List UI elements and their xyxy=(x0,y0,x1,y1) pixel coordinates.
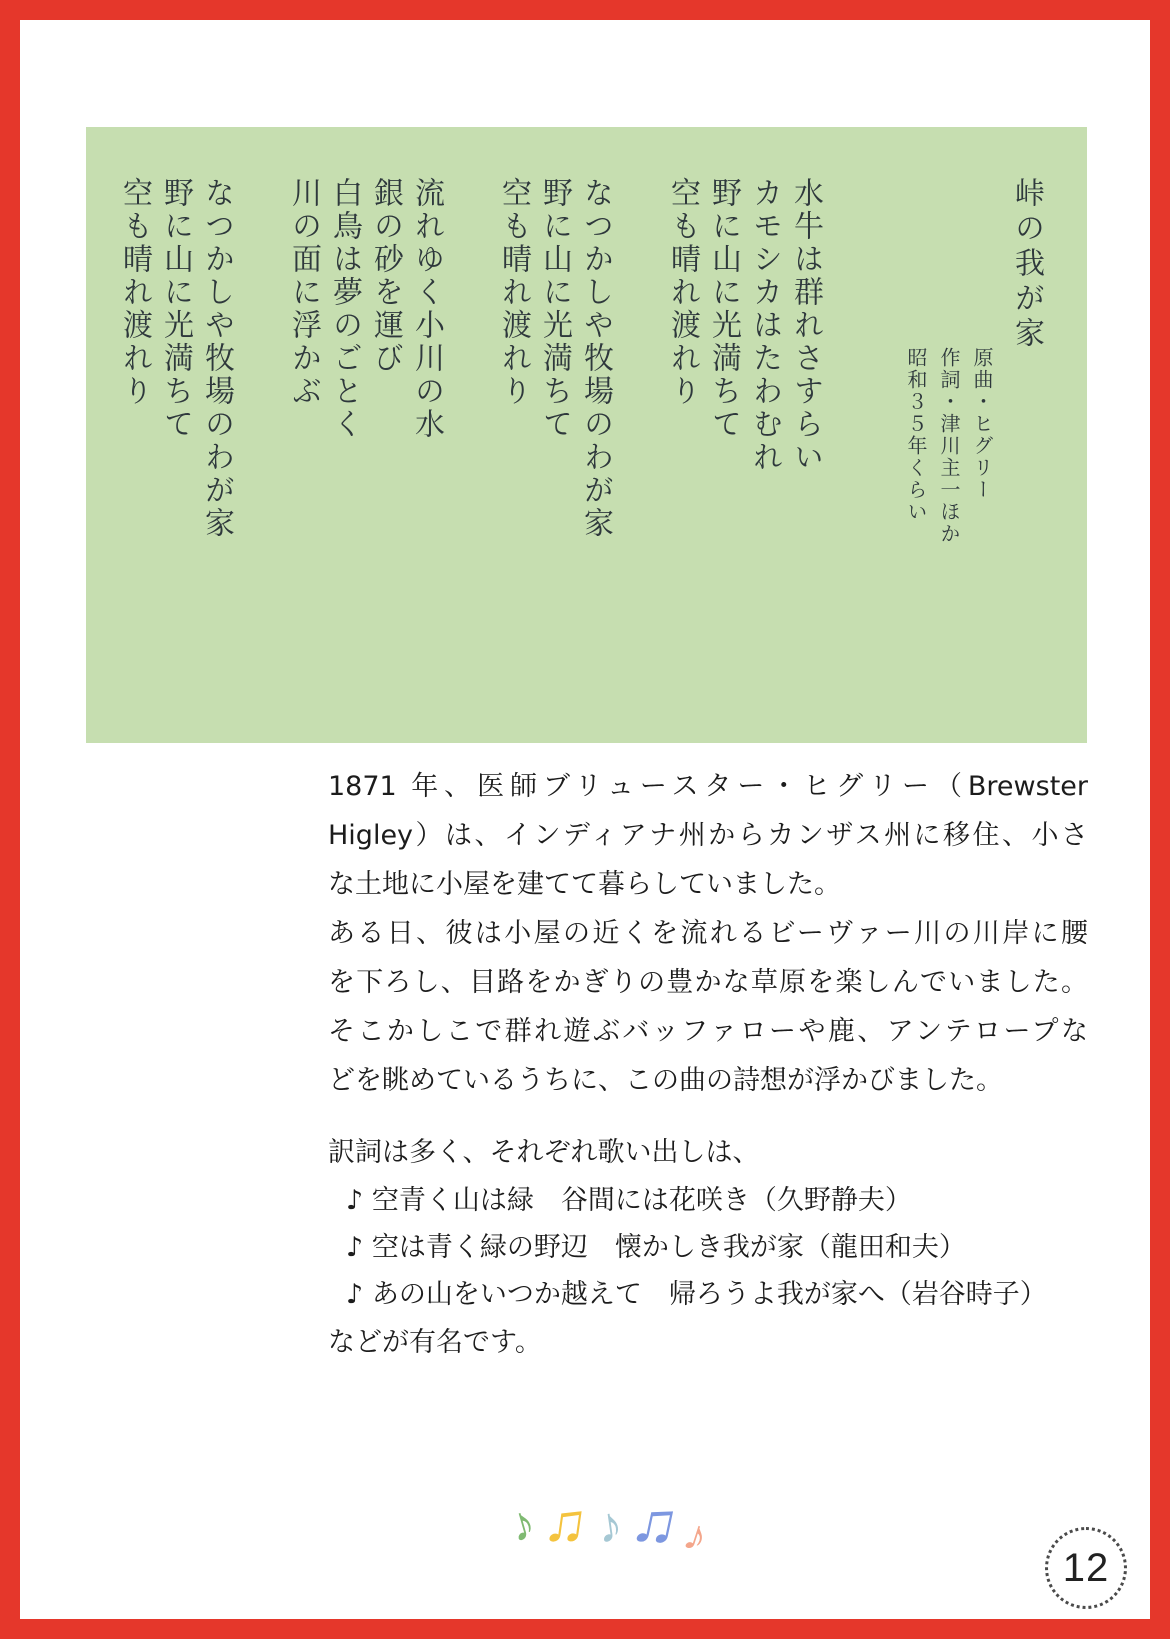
lyric-line: なつかしや牧場のわが家 xyxy=(200,177,233,540)
eighth-note-icon: ♪ xyxy=(677,1509,714,1563)
paragraph-line: どを眺めているうちに、この曲の詩想が浮かびました。 xyxy=(328,1065,1003,1096)
title-group xyxy=(898,177,1047,715)
lyric-line: 野に山に光満ちて xyxy=(707,177,740,441)
lyric-line: 野に山に光満ちて xyxy=(538,177,571,441)
music-notes-decoration xyxy=(430,1478,790,1568)
page-number: 12 xyxy=(1062,1545,1110,1590)
verse-2 xyxy=(283,177,447,715)
song-title: 峠の我が家 xyxy=(1010,177,1043,352)
lyrics-panel xyxy=(86,127,1087,743)
lyrics-vertical-text xyxy=(86,127,1087,743)
paragraph-line: を下ろし、目路をかぎりの豊かな草原を楽しんでいました。 xyxy=(328,967,1088,998)
lyric-line: 川の面に浮かぶ xyxy=(287,177,320,408)
eighth-note-icon: ♪ xyxy=(503,1495,541,1554)
paragraph-line: 1871 年、医師ブリュースター・ヒグリー（Brewster xyxy=(328,771,1088,802)
lyric-line: 空も晴れ渡れり xyxy=(118,177,151,408)
paragraph-line: そこかしこで群れ遊ぶバッファローや鹿、アンテロープな xyxy=(328,1016,1088,1047)
paragraph-line: な土地に小屋を建てて暮らしていました。 xyxy=(328,869,841,900)
lyric-line: 銀の砂を運び xyxy=(369,177,402,375)
translations-closing: などが有名です。 xyxy=(328,1327,542,1358)
history-paragraph xyxy=(328,762,1088,1105)
song-example-line: ♪ 空青く山は緑 谷間には花咲き（久野静夫） xyxy=(346,1185,912,1216)
song-example-line: ♪ 空は青く緑の野辺 懐かしき我が家（龍田和夫） xyxy=(346,1232,966,1263)
song-credits xyxy=(898,177,997,715)
lyric-line: 野に山に光満ちて xyxy=(159,177,192,441)
credit-original: 原曲・ヒグリー xyxy=(970,347,992,501)
lyric-line: 白鳥は夢のごとく xyxy=(328,177,361,441)
lyric-line: 水牛は群れさすらい xyxy=(789,177,822,474)
lyric-line: カモシカはたわむれ xyxy=(748,177,781,474)
lyric-line: 流れゆく小川の水 xyxy=(410,177,443,441)
credit-lyricist: 作詞・津川主一ほか xyxy=(937,347,959,545)
beamed-notes-icon: ♫ xyxy=(539,1487,592,1558)
beamed-notes-icon: ♫ xyxy=(625,1483,686,1562)
translations-intro: 訳詞は多く、それぞれ歌い出しは、 xyxy=(328,1137,760,1168)
verse-1 xyxy=(662,177,826,715)
song-example-line: ♪ あの山をいつか越えて 帰ろうよ我が家へ（岩谷時子） xyxy=(346,1279,1047,1310)
eighth-note-icon: ♪ xyxy=(593,1495,627,1555)
credit-year: 昭和３５年くらい xyxy=(904,347,926,523)
lyric-line: 空も晴れ渡れり xyxy=(666,177,699,408)
chorus-1 xyxy=(493,177,616,715)
translations-section xyxy=(328,1128,1108,1367)
lyric-line: なつかしや牧場のわが家 xyxy=(579,177,612,540)
lyric-line: 空も晴れ渡れり xyxy=(497,177,530,408)
paragraph-line: ある日、彼は小屋の近くを流れるビーヴァー川の川岸に腰 xyxy=(328,918,1088,949)
paragraph-line: Higley）は、インディアナ州からカンザス州に移住、小さ xyxy=(328,820,1088,851)
chorus-2 xyxy=(114,177,237,715)
page-number-badge xyxy=(1045,1527,1127,1609)
